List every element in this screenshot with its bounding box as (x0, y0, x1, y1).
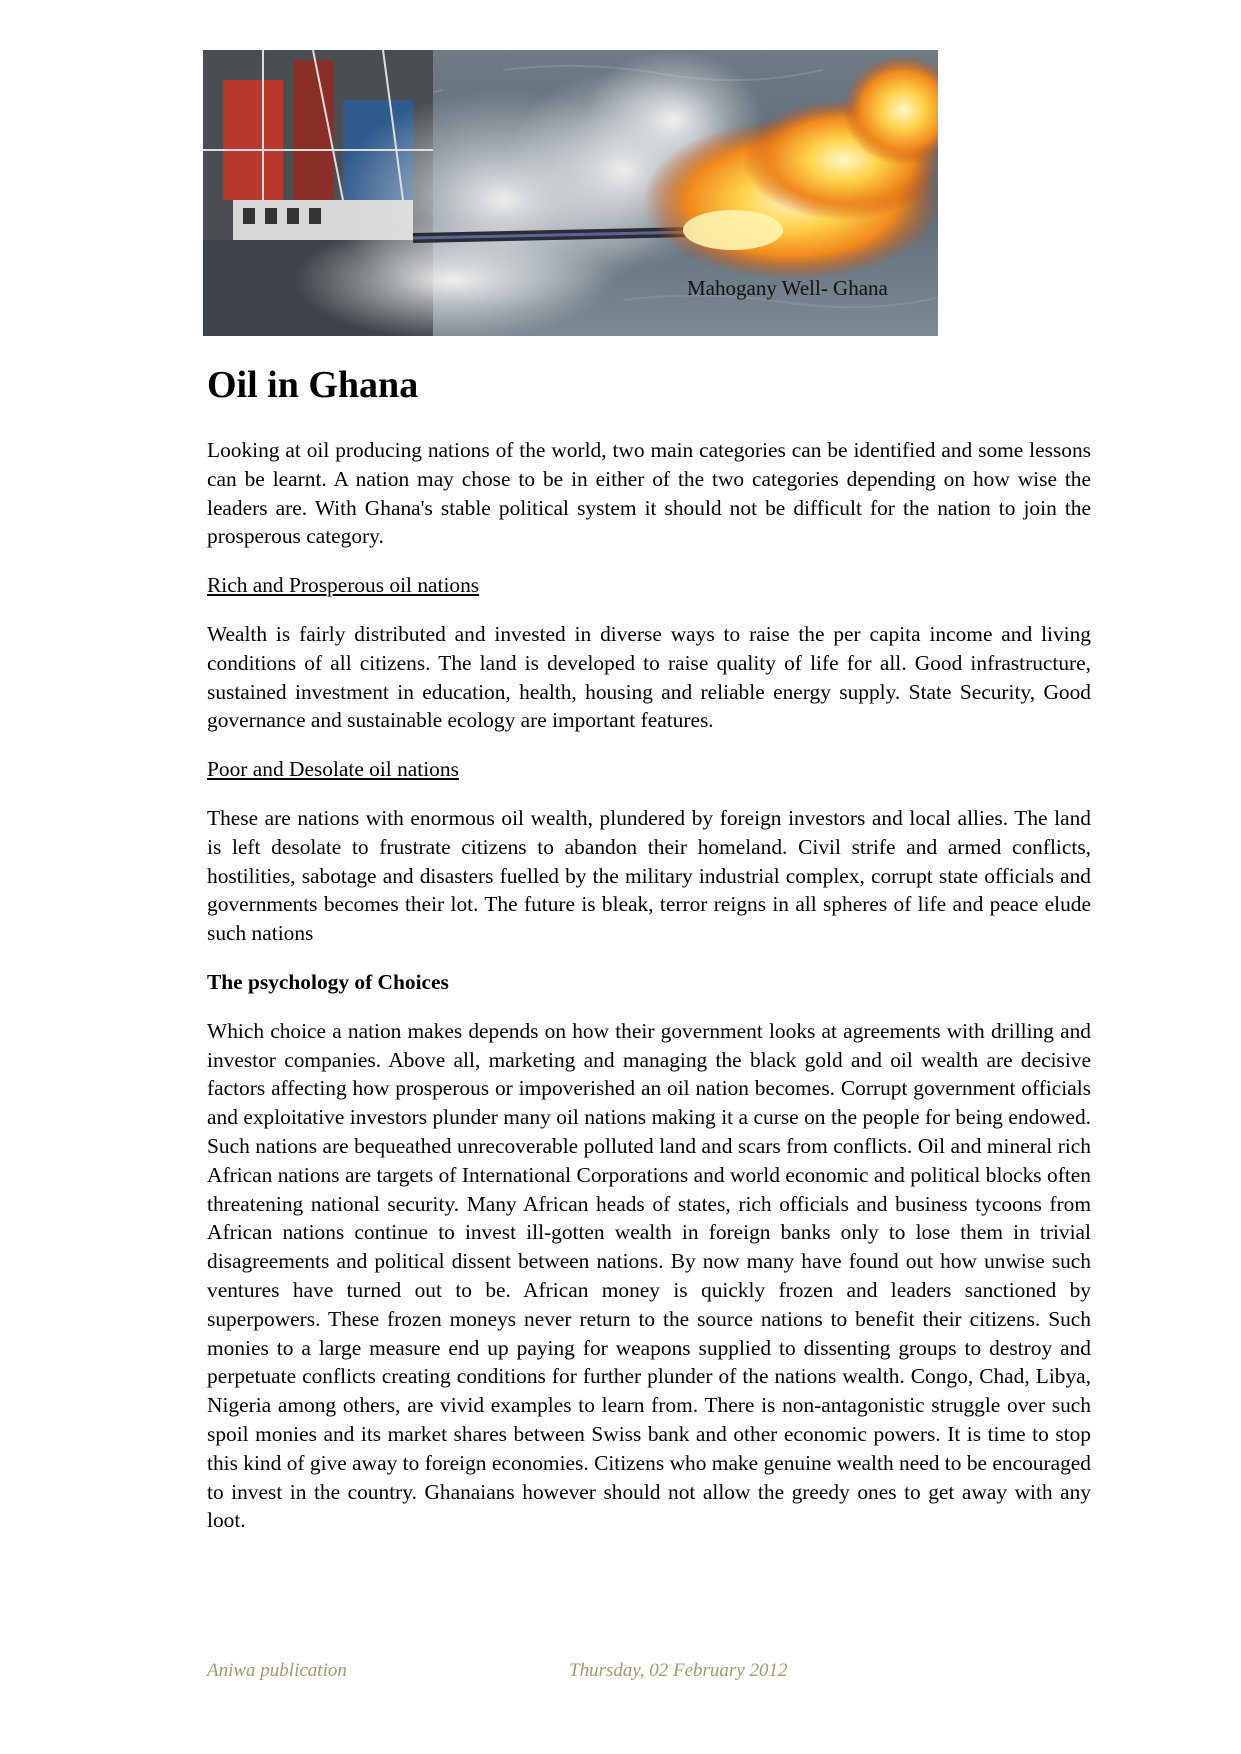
section-heading-poor-nations: Poor and Desolate oil nations (207, 757, 459, 782)
page-title: Oil in Ghana (207, 364, 419, 406)
poor-nations-paragraph: These are nations with enormous oil wealth, plundered by foreign investors and local allies. The land is left desolate to frustrate citizens to abandon their homeland. Civil strife and armed conflicts, hostilities, sabotage and disasters fuelled by the military industrial complex, corrupt state officials and governments becomes their lot. The future is bleak, terror reigns in all spheres of life and peace elude such nations (207, 805, 1091, 946)
image-caption: Mahogany Well- Ghana (687, 276, 888, 300)
footer-publisher: Aniwa publication (207, 1660, 347, 1681)
article (207, 360, 1091, 1555)
header-photo (203, 50, 938, 336)
intro-paragraph: Looking at oil producing nations of the world, two main categories can be identified and some lessons can be learnt. A nation may chose to be in either of the two categories depending on how wise the leaders are. With Ghana's stable political system it should not be difficult for the nation to join the prosperous category. (207, 438, 1091, 549)
psychology-of-choices-paragraph: Which choice a nation makes depends on how their government looks at agreements with drilling and investor companies. Above all, marketing and managing the black gold and oil wealth are decisive factors affecting how prosperous or impoverished an oil nation becomes. Corrupt government officials and exploitative investors plunder many oil nations making it a curse on the people for being endowed. Such nations are bequeathed unrecoverable polluted land and scars from conflicts. Oil and mineral rich African nations are targets of International Corporations and world economic and political blocks often threatening national security. Many African heads of states, rich officials and business tycoons from African nations continue to invest ill-gotten wealth in foreign banks only to lose them in trivial disagreements and political dissent between nations. By now many have found out how unwise such ventures have turned out to be. African money is quickly frozen and leaders sanctioned by superpowers. These frozen moneys never return to the source nations to benefit their citizens. Such monies to a large measure end up paying for weapons supplied to dissenting groups to destroy and perpetuate conflicts creating conditions for further plunder of the nations wealth. Congo, Chad, Libya, Nigeria among others, are vivid examples to learn from. There is non-antagonistic struggle over such spoil monies and its market shares between Swiss bank and other economic powers. It is time to stop this kind of give away to foreign economies. Citizens who make genuine wealth need to be encouraged to invest in the country. Ghanaians however should not allow the greedy ones to get away with any loot. (207, 1018, 1091, 1533)
section-heading-rich-nations: Rich and Prosperous oil nations (207, 573, 480, 598)
rich-nations-paragraph: Wealth is fairly distributed and invested in diverse ways to raise the per capita income and living conditions of all citizens. The land is developed to raise quality of life for all. Good infrastructure, sustained investment in education, health, housing and reliable energy supply. State Security, Good governance and sustainable ecology are important features. (207, 621, 1091, 733)
footer-date: Thursday, 02 February 2012 (569, 1660, 788, 1681)
section-heading-psychology-of-choices: The psychology of Choices (207, 969, 449, 994)
